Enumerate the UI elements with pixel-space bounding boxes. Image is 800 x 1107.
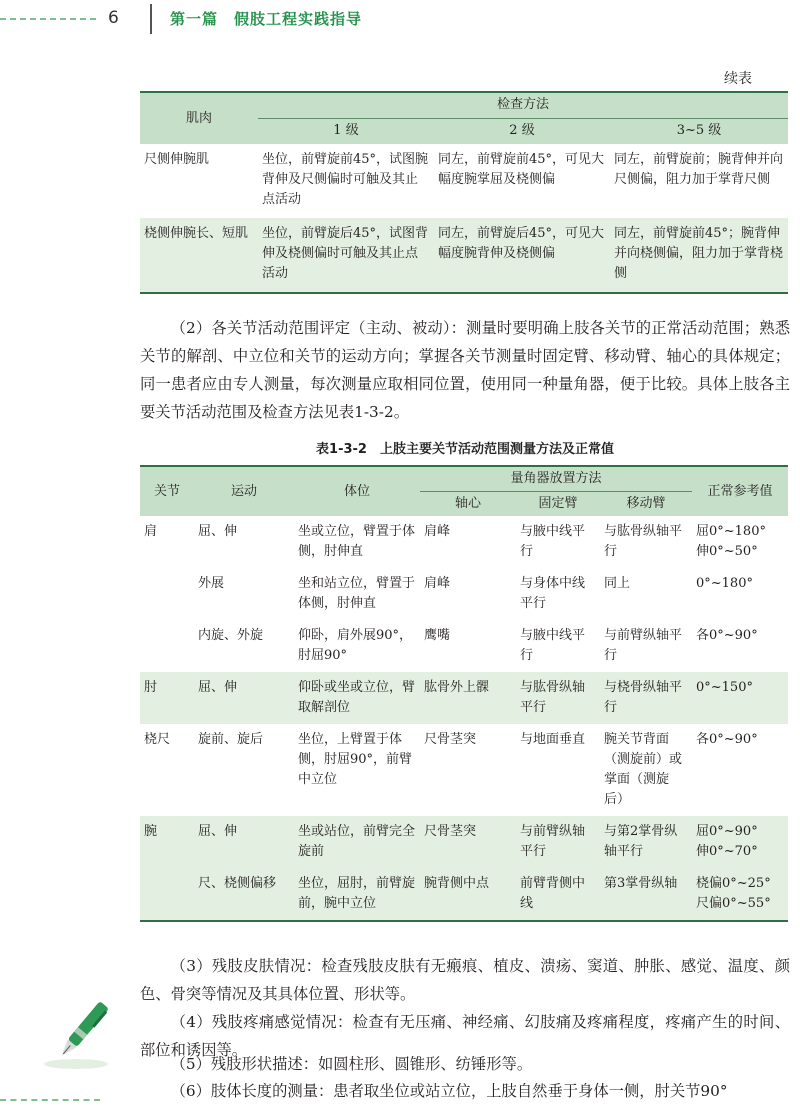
normal-cell bbox=[692, 568, 788, 620]
grade3-cell: 同左，前臂旋前45°；腕背伸并向桡侧偏，阻力加于掌背桡侧 bbox=[610, 218, 788, 293]
position-cell: 坐位，上臂置于体侧，肘屈90°，前臂中立位 bbox=[298, 732, 413, 787]
joint-cell: 桡尺 bbox=[144, 732, 171, 747]
paragraph-5: （5）残肢形状描述：如圆柱形、圆锥形、纺锤形等。 bbox=[170, 1055, 533, 1073]
normal-cell bbox=[692, 620, 788, 672]
axis-cell: 尺骨茎突 bbox=[424, 732, 477, 747]
axis-cell: 鹰嘴 bbox=[424, 628, 451, 643]
col-fixed-header: 固定臂 bbox=[516, 492, 600, 517]
col-position-header: 体位 bbox=[294, 466, 420, 516]
col-motion-header: 运动 bbox=[194, 466, 294, 516]
normal-value: 尺偏0°~55° bbox=[696, 896, 771, 911]
position-cell: 坐位，屈肘，前臂旋前，腕中立位 bbox=[294, 868, 420, 921]
motion-cell: 屈、伸 bbox=[194, 672, 294, 724]
table-row bbox=[140, 672, 788, 724]
normal-value: 0°~180° bbox=[696, 576, 753, 591]
motion-cell: 屈、伸 bbox=[194, 816, 294, 868]
motion-cell: 内旋、外旋 bbox=[198, 628, 264, 643]
axis-cell: 肩峰 bbox=[424, 524, 451, 539]
moving-arm-cell: 与第2掌骨纵轴平行 bbox=[600, 816, 692, 868]
joint-cell: 肘 bbox=[140, 672, 194, 724]
position-cell: 坐或站位，前臂完全旋前 bbox=[294, 816, 420, 868]
normal-value: 各0°~90° bbox=[696, 732, 758, 747]
table-row bbox=[140, 816, 788, 868]
table-continued-label: 续表 bbox=[724, 71, 752, 87]
grade2-cell: 同左，前臂旋前45°，可见大幅度腕掌屈及桡侧偏 bbox=[438, 152, 605, 187]
motion-cell: 外展 bbox=[198, 576, 225, 591]
moving-arm-cell: 第3掌骨纵轴 bbox=[600, 868, 692, 921]
normal-value: 屈0°~90° bbox=[696, 824, 758, 839]
header-divider bbox=[150, 4, 152, 34]
table-row bbox=[140, 620, 788, 672]
col-moving-header: 移动臂 bbox=[600, 492, 692, 517]
paragraph-2: （2）各关节活动范围评定（主动、被动）：测量时要明确上肢各关节的正常活动范围；熟悉关节的解剖、中立位和关节的运动方向；掌握各关节测量时固定臂、移动臂、轴心的具体规定；同一患者应由专人测量，每次测量应取相同位置，使用同一种量角器，便于比较。具体上肢各主要关节活动范围及检查方法见表1-3-2。 bbox=[140, 319, 790, 421]
axis-cell: 尺骨茎突 bbox=[420, 816, 516, 868]
footer-dashed-rule bbox=[0, 1099, 100, 1101]
paragraph-3: （3）残肢皮肤情况：检查残肢皮肤有无瘢痕、植皮、溃疡、窦道、肿胀、感觉、温度、颜色、骨突等情况及其具体位置、形状等。 bbox=[140, 957, 790, 1003]
part-title: 第一篇 假肢工程实践指导 bbox=[170, 10, 363, 28]
grade-header: 2 级 bbox=[434, 118, 610, 144]
axis-cell: 肩峰 bbox=[424, 576, 451, 591]
normal-value: 0°~150° bbox=[696, 680, 753, 695]
joint-range-table bbox=[140, 465, 788, 922]
fixed-arm-cell: 与腋中线平行 bbox=[520, 524, 586, 559]
table-row bbox=[140, 568, 788, 620]
grade1-cell: 坐位，前臂旋前45°，试图腕背伸及尺侧偏时可触及其止点活动 bbox=[262, 152, 429, 207]
normal-cell bbox=[692, 672, 788, 724]
normal-cell bbox=[692, 516, 788, 568]
grade2-cell: 同左，前臂旋后45°，可见大幅度腕背伸及桡侧偏 bbox=[434, 218, 610, 293]
col-normal-header: 正常参考值 bbox=[692, 466, 788, 516]
normal-value: 屈0°~180° bbox=[696, 524, 766, 539]
motion-cell: 旋前、旋后 bbox=[198, 732, 264, 747]
col-joint-header: 关节 bbox=[140, 466, 194, 516]
normal-value: 各0°~90° bbox=[696, 628, 758, 643]
grade-header: 1 级 bbox=[258, 118, 434, 144]
normal-value: 伸0°~50° bbox=[696, 544, 758, 559]
table-row bbox=[140, 868, 788, 921]
paragraph-4: （4）残肢疼痛感觉情况：检查有无压痛、神经痛、幻肢痛及疼痛程度，疼痛产生的时间、部位和诱因等。 bbox=[140, 1013, 790, 1059]
table-row bbox=[140, 218, 788, 293]
col-axis-header: 轴心 bbox=[420, 492, 516, 517]
table-row bbox=[140, 144, 788, 218]
position-cell: 仰卧或坐或立位，臂取解剖位 bbox=[294, 672, 420, 724]
axis-cell: 腕背侧中点 bbox=[420, 868, 516, 921]
page-number: 6 bbox=[108, 8, 119, 28]
normal-cell bbox=[692, 868, 788, 921]
table-row bbox=[140, 724, 788, 816]
muscle-cell: 尺侧伸腕肌 bbox=[144, 152, 210, 167]
muscle-cell: 桡侧伸腕长、短肌 bbox=[140, 218, 258, 293]
motion-cell: 屈、伸 bbox=[198, 524, 238, 539]
header-dashed-rule bbox=[0, 18, 96, 20]
normal-value: 伸0°~70° bbox=[696, 844, 758, 859]
paragraph-6: （6）肢体长度的测量：患者取坐位或站立位，上肢自然垂于身体一侧，肘关节90° bbox=[170, 1082, 728, 1100]
col-goniometer-header: 量角器放置方法 bbox=[420, 466, 692, 492]
joint-cell bbox=[140, 620, 194, 672]
moving-arm-cell: 与前臂纵轴平行 bbox=[604, 628, 683, 663]
joint-cell bbox=[140, 568, 194, 620]
grade3-cell: 同左，前臂旋前；腕背伸并向尺侧偏，阻力加于掌背尺侧 bbox=[614, 152, 784, 187]
position-cell: 仰卧，肩外展90°，肘屈90° bbox=[298, 628, 413, 663]
joint-cell: 腕 bbox=[140, 816, 194, 868]
grade-header: 3~5 级 bbox=[610, 118, 788, 144]
normal-cell bbox=[692, 724, 788, 816]
axis-cell: 肱骨外上髁 bbox=[420, 672, 516, 724]
position-cell: 坐和站立位，臂置于体侧，肘伸直 bbox=[298, 576, 416, 611]
col-muscle-header: 肌肉 bbox=[140, 92, 258, 144]
fixed-arm-cell: 与前臂纵轴平行 bbox=[516, 816, 600, 868]
fixed-arm-cell: 前臂背侧中线 bbox=[516, 868, 600, 921]
joint-cell: 肩 bbox=[144, 524, 158, 539]
fixed-arm-cell: 与肱骨纵轴平行 bbox=[516, 672, 600, 724]
pen-icon bbox=[40, 994, 120, 1074]
moving-arm-cell: 与桡骨纵轴平行 bbox=[600, 672, 692, 724]
moving-arm-cell: 腕关节背面（测旋前）或掌面（测旋后） bbox=[604, 732, 683, 807]
position-cell: 坐或立位，臂置于体侧，肘伸直 bbox=[298, 524, 416, 559]
joint-cell bbox=[140, 868, 194, 921]
table-row bbox=[140, 516, 788, 568]
grade1-cell: 坐位，前臂旋后45°，试图背伸及桡侧偏时可触及其止点活动 bbox=[258, 218, 434, 293]
fixed-arm-cell: 与身体中线平行 bbox=[520, 576, 586, 611]
fixed-arm-cell: 与地面垂直 bbox=[520, 732, 586, 747]
normal-cell bbox=[692, 816, 788, 868]
moving-arm-cell: 同上 bbox=[604, 576, 631, 591]
table-caption: 表1-3-2 上肢主要关节活动范围测量方法及正常值 bbox=[316, 442, 614, 457]
col-method-header: 检查方法 bbox=[258, 92, 788, 118]
muscle-test-table bbox=[140, 91, 788, 294]
motion-cell: 尺、桡侧偏移 bbox=[194, 868, 294, 921]
normal-value: 桡偏0°~25° bbox=[696, 876, 771, 891]
moving-arm-cell: 与肱骨纵轴平行 bbox=[604, 524, 683, 559]
fixed-arm-cell: 与腋中线平行 bbox=[520, 628, 586, 663]
